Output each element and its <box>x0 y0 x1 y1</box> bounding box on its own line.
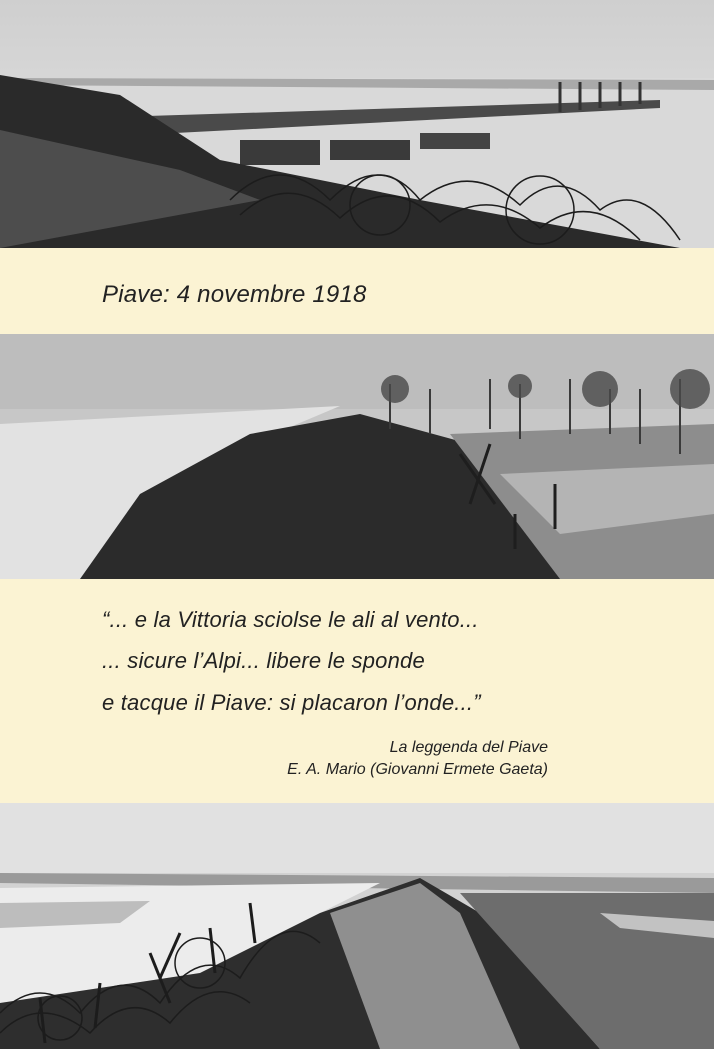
quote-line-1: “... e la Vittoria sciolse le ali al vento... <box>102 607 479 632</box>
attribution-title: La leggenda del Piave <box>389 739 548 756</box>
attribution-author: E. A. Mario (Giovanni Ermete Gaeta) <box>287 761 548 778</box>
photo-barbed-wire-bank <box>0 803 714 1049</box>
photo-pontoon-bridge <box>0 0 714 248</box>
photo-river-bank <box>0 334 714 579</box>
photo-caption: Piave: 4 novembre 1918 <box>102 281 367 308</box>
quote-line-3: e tacque il Piave: si placaron l’onde...” <box>102 690 481 715</box>
quote-line-2: ... sicure l’Alpi... libere le sponde <box>102 648 425 673</box>
